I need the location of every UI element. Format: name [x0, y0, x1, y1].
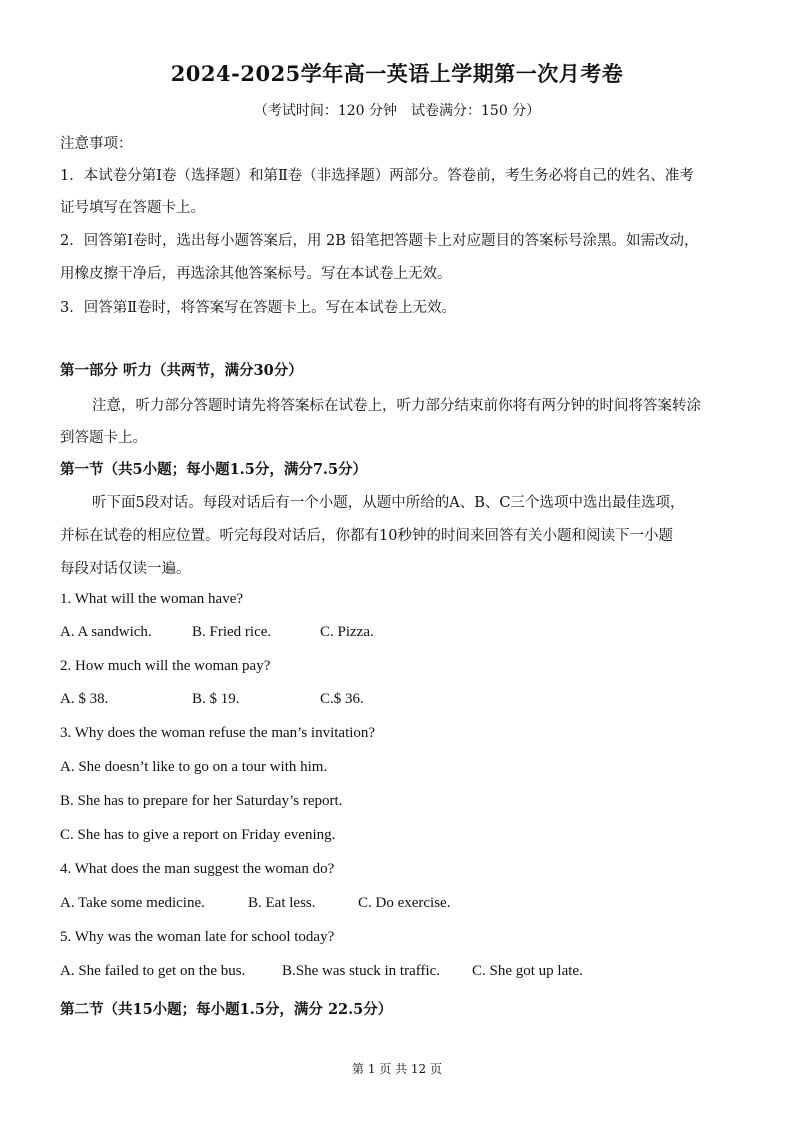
section1-intro-line: 每段对话仅读一遍。 [60, 561, 191, 577]
page-number: 第 1 页 共 12 页 [352, 1062, 442, 1076]
q3-option-b: B. She has to prepare for her Saturday’s report. [60, 793, 343, 809]
q2-option-a: A. $ 38. [60, 691, 109, 707]
notes-line: 1．本试卷分第Ⅰ卷（选择题）和第Ⅱ卷（非选择题）两部分。答卷前，考生务必将自己的姓名、准考 [60, 168, 694, 184]
q1-option-c: C. Pizza. [320, 624, 374, 640]
q1-option-b: B. Fried rice. [192, 624, 272, 640]
section1-intro-line: 听下面5段对话。每段对话后有一个小题，从题中所给的A、B、C三个选项中选出最佳选项， [92, 495, 685, 511]
notes-line: 2．回答第Ⅰ卷时，选出每小题答案后，用 2B 铅笔把答题卡上对应题目的答案标号涂黑。如需改动， [60, 233, 699, 249]
part1-note-line: 到答题卡上。 [60, 430, 147, 446]
exam-title: 2024-2025学年高一英语上学期第一次月考卷 [170, 61, 624, 86]
notes-heading: 注意事项： [60, 136, 133, 152]
q4-option-c: C. Do exercise. [358, 895, 451, 911]
notes-line: 用橡皮擦干净后，再选涂其他答案标号。写在本试卷上无效。 [60, 266, 452, 282]
q4-option-a: A. Take some medicine. [60, 895, 205, 911]
q3-option-c: C. She has to give a report on Friday evening. [60, 827, 336, 843]
q4-option-b: B. Eat less. [248, 895, 316, 911]
exam-subtitle: （考试时间：120 分钟 试卷满分：150 分） [253, 103, 541, 119]
part1-note-line: 注意，听力部分答题时请先将答案标在试卷上，听力部分结束前你将有两分钟的时间将答案转涂 [92, 398, 701, 414]
q1-option-a: A. A sandwich. [60, 624, 152, 640]
notes-line: 3．回答第Ⅱ卷时，将答案写在答题卡上。写在本试卷上无效。 [60, 300, 457, 316]
question-3: 3. Why does the woman refuse the man’s invitation? [60, 725, 376, 741]
part1-heading: 第一部分 听力（共两节，满分30分） [60, 362, 303, 379]
question-1: 1. What will the woman have? [60, 591, 244, 607]
question-5: 5. Why was the woman late for school today? [60, 929, 335, 945]
q3-option-a: A. She doesn’t like to go on a tour with him. [60, 759, 328, 775]
notes-line: 证号填写在答题卡上。 [60, 200, 205, 216]
q5-option-a: A. She failed to get on the bus. [60, 963, 246, 979]
q5-option-c: C. She got up late. [472, 963, 583, 979]
section2-heading: 第二节（共15小题；每小题1.5分，满分 22.5分） [60, 1001, 393, 1018]
question-2: 2. How much will the woman pay? [60, 658, 271, 674]
question-4: 4. What does the man suggest the woman do? [60, 861, 335, 877]
section1-intro-line: 并标在试卷的相应位置。听完每段对话后，你都有10秒钟的时间来回答有关小题和阅读下一小题 [60, 528, 673, 544]
section1-heading: 第一节（共5小题；每小题1.5分，满分7.5分） [60, 461, 368, 478]
q5-option-b: B.She was stuck in traffic. [282, 963, 441, 979]
q2-option-c: C.$ 36. [320, 691, 364, 707]
q2-option-b: B. $ 19. [192, 691, 240, 707]
